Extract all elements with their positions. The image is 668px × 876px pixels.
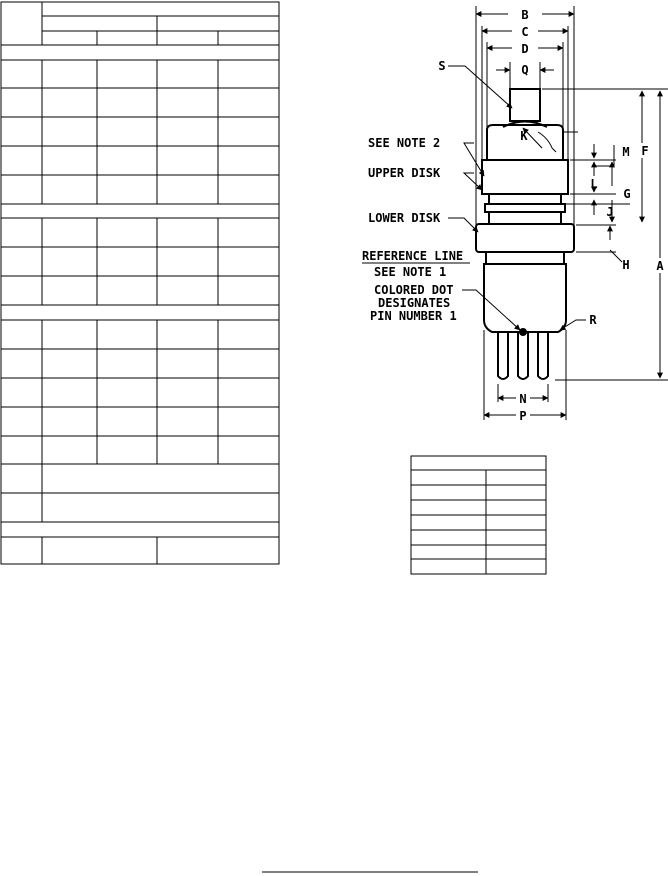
callout-see-note-2: SEE NOTE 2 xyxy=(368,136,441,150)
dim-label-b: B xyxy=(521,8,529,22)
dim-label-j: J xyxy=(606,205,614,219)
callout-upper-disk: UPPER DISK xyxy=(368,166,441,180)
dim-label-l: L xyxy=(590,177,598,191)
callout-see-note-1: SEE NOTE 1 xyxy=(374,265,447,279)
left-dimension-table xyxy=(1,2,279,564)
pin1-dot xyxy=(519,328,527,336)
dim-label-s: S xyxy=(438,59,446,73)
dim-label-c: C xyxy=(521,25,529,39)
callout-designates: DESIGNATES xyxy=(378,296,451,310)
dim-label-p: P xyxy=(519,409,527,423)
dim-label-m: M xyxy=(622,145,630,159)
callout-lower-disk: LOWER DISK xyxy=(368,211,441,225)
dim-label-q: Q xyxy=(521,63,529,77)
dim-label-k: K xyxy=(520,129,528,143)
dim-label-g: G xyxy=(623,187,631,201)
dim-label-f: F xyxy=(641,144,649,158)
dim-label-r: R xyxy=(589,313,597,327)
dim-label-a: A xyxy=(656,259,664,273)
dim-label-h: H xyxy=(622,258,630,272)
dim-label-n: N xyxy=(519,392,527,406)
pin-table xyxy=(411,456,546,574)
callout-pin-number-1: PIN NUMBER 1 xyxy=(370,309,457,323)
callout-colored-dot: COLORED DOT xyxy=(374,283,454,297)
callout-reference-line: REFERENCE LINE xyxy=(362,249,464,263)
dim-label-d: D xyxy=(521,42,529,56)
